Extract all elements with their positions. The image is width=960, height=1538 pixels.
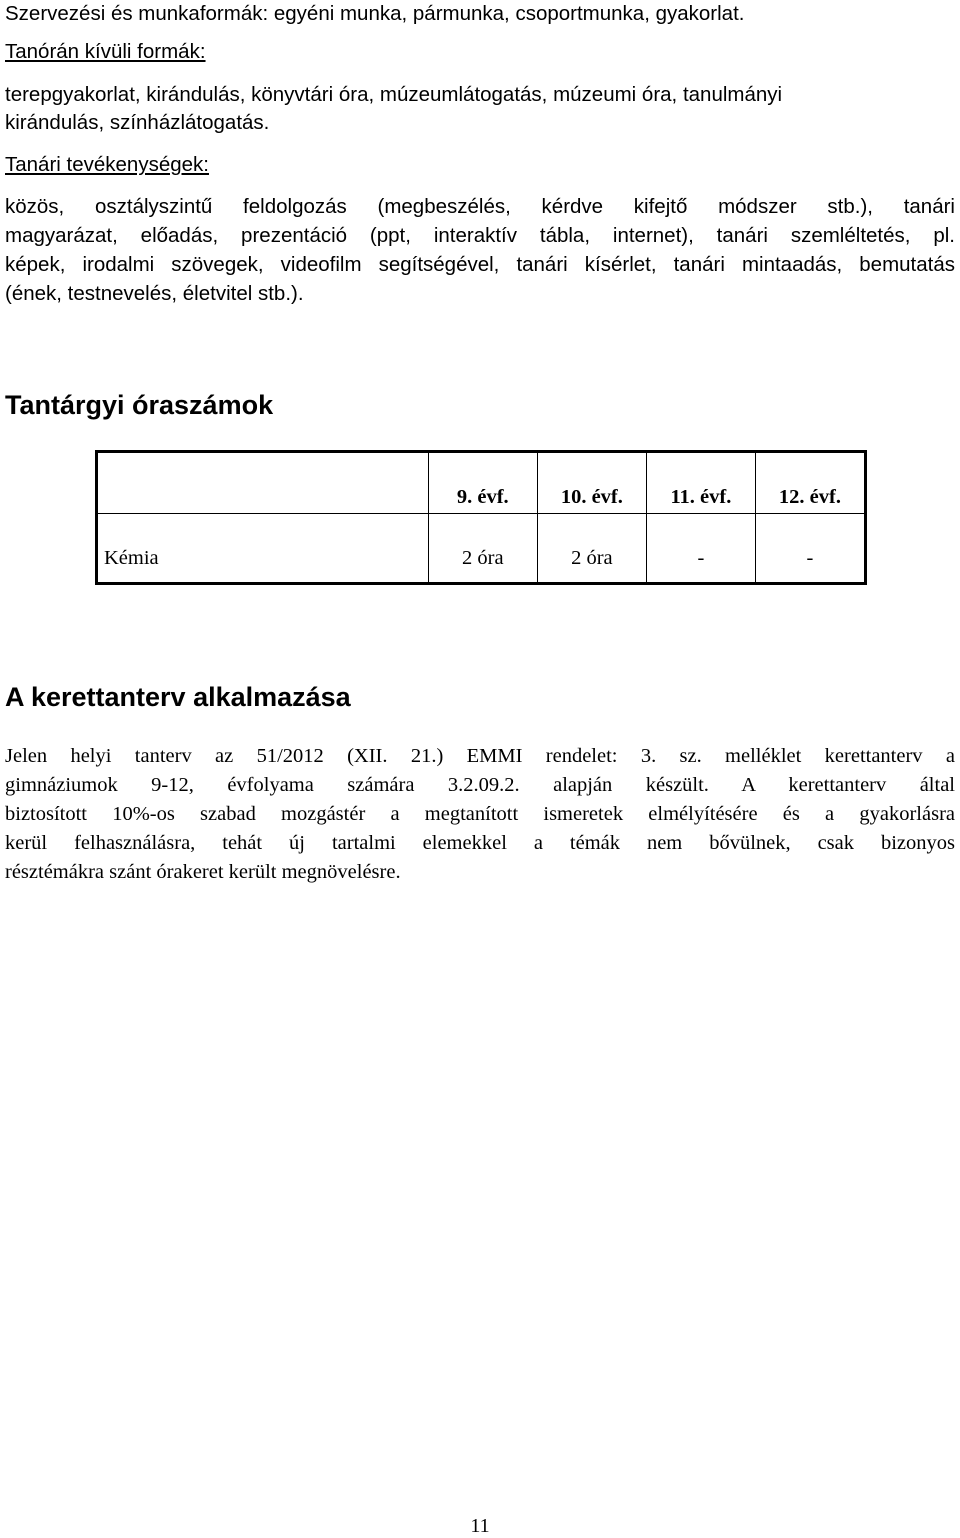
hours-table-header-grade-10: 10. évf. — [537, 452, 646, 514]
outside-class-label — [5, 40, 206, 64]
organization-forms-line: Szervezési és munkaformák: egyéni munka, pármunka, csoportmunka, gyakorlat. — [5, 2, 745, 25]
hours-table-cell-grade-10: 2 óra — [537, 514, 646, 584]
hours-table-header-grade-12: 12. évf. — [755, 452, 865, 514]
hours-table-header-row — [97, 452, 866, 514]
teacher-activities-paragraph — [5, 192, 955, 308]
hours-table-cell-grade-12: - — [755, 514, 865, 584]
hours-table-cell-grade-9: 2 óra — [428, 514, 537, 584]
hours-table-header-grade-9: 9. évf. — [428, 452, 537, 514]
framework-paragraph — [5, 742, 955, 887]
framework-line-1: Jelen helyi tanterv az 51/2012 (XII. 21.) EMMI rendelet: 3. sz. melléklet kerettanterv a — [5, 745, 955, 767]
table-row — [97, 514, 866, 584]
hours-table — [95, 450, 867, 585]
teacher-activities-label — [5, 153, 209, 177]
teacher-activities-label-text: Tanári tevékenységek: — [5, 153, 209, 176]
outside-class-line-1: terepgyakorlat, kirándulás, könyvtári óra, múzeumlátogatás, múzeumi óra, tanulmányi — [5, 83, 783, 106]
hours-table-cell-grade-11: - — [646, 514, 755, 584]
framework-line-4: kerül felhasználásra, tehát új tartalmi elemekkel a témák nem bővülnek, csak bizonyos — [5, 832, 955, 854]
hours-table-header-subject — [97, 452, 429, 514]
framework-section-title: A kerettanterv alkalmazása — [5, 682, 351, 712]
framework-line-2: gimnáziumok 9-12, évfolyama számára 3.2.09.2. alapján készült. A kerettanterv által — [5, 774, 955, 796]
outside-class-label-text: Tanórán kívüli formák: — [5, 40, 206, 63]
framework-line-3: biztosított 10%-os szabad mozgástér a megtanított ismeretek elmélyítésére és a gyakorlásra — [5, 803, 955, 825]
page-number: 11 — [470, 1515, 490, 1537]
teacher-activities-line-3: képek, irodalmi szövegek, videofilm segítségével, tanári kísérlet, tanári mintaadás, bemutatás — [5, 253, 955, 276]
outside-class-line-2: kirándulás, színházlátogatás. — [5, 111, 270, 134]
hours-table-subject-cell: Kémia — [97, 514, 429, 584]
hours-table-header-grade-11: 11. évf. — [646, 452, 755, 514]
framework-line-5: résztémákra szánt órakeret került megnövelésre. — [5, 861, 401, 883]
teacher-activities-line-4: (ének, testnevelés, életvitel stb.). — [5, 282, 304, 305]
teacher-activities-line-2: magyarázat, előadás, prezentáció (ppt, interaktív tábla, internet), tanári szemléltetés, pl. — [5, 224, 955, 247]
teacher-activities-line-1: közös, osztályszintű feldolgozás (megbeszélés, kérdve kifejtő módszer stb.), tanári — [5, 195, 955, 218]
hours-section-title: Tantárgyi óraszámok — [5, 390, 274, 420]
